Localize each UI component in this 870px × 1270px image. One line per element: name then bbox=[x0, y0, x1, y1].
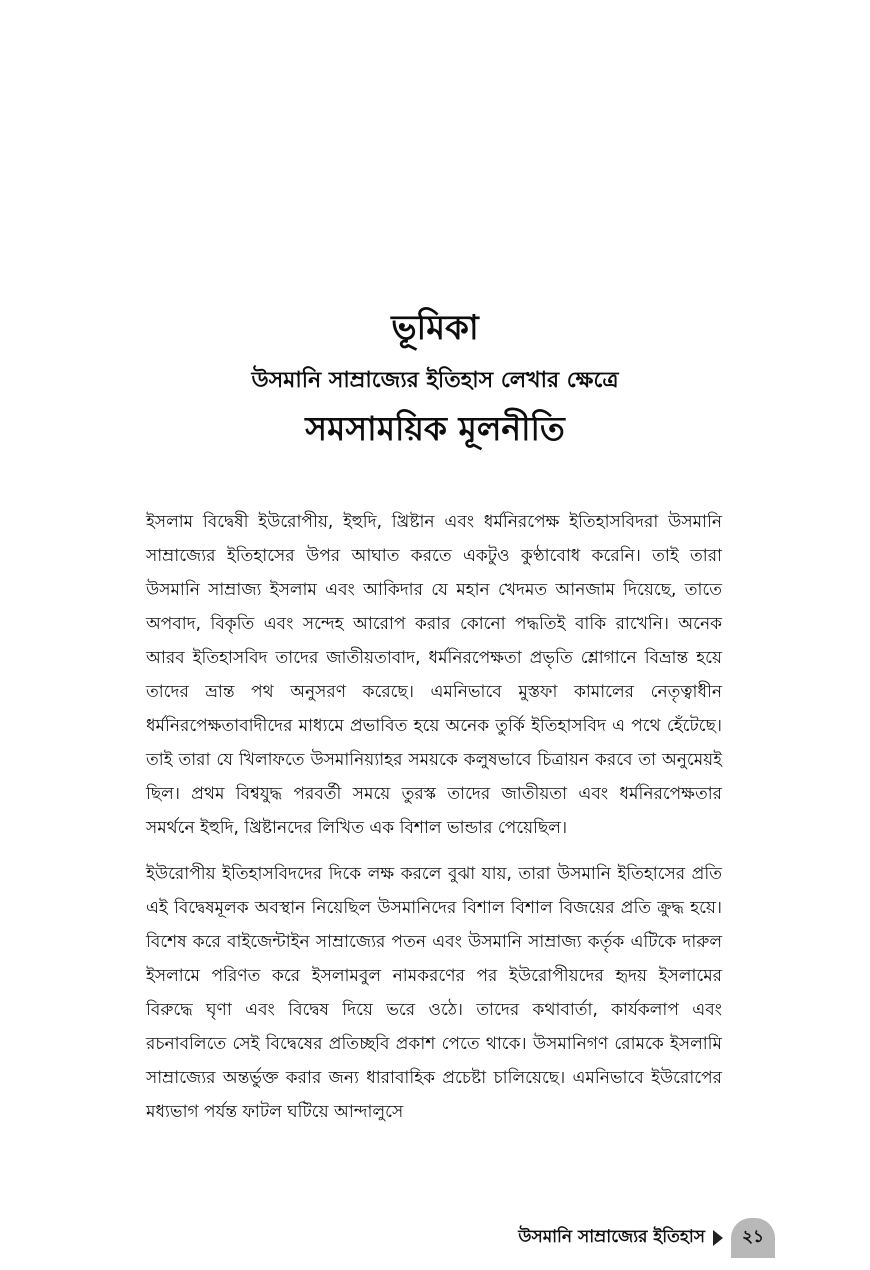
running-title: উসমানি সাম্রাজ্যের ইতিহাস bbox=[518, 1227, 705, 1247]
page-number: ২১ bbox=[741, 1227, 765, 1247]
chapter-subtitle: উসমানি সাম্রাজ্যের ইতিহাস লেখার ক্ষেত্রে bbox=[251, 368, 619, 393]
page-number-tab bbox=[731, 1218, 775, 1258]
chapter-title: ভূমিকা bbox=[391, 308, 479, 348]
page-footer bbox=[420, 1218, 775, 1258]
paragraph: ইউরোপীয় ইতিহাসবিদদের দিকে লক্ষ করলে বুঝা যায়, তারা উসমানি ইতিহাসের প্রতি এই বিদ্বেষমূলক অবস্থান নিয়েছিল উসমানিদের বিশাল বিশাল বিজয়ের প্রতি ক্রুদ্ধ হয়ে। বিশেষ করে বাইজেন্টাইন সাম্রাজ্যের পতন এবং উসমানি সাম্রাজ্য কর্তৃক এটিকে দারুল ইসলামে পরিণত করে ইসলামবুল নামকরণের পর ইউরোপীয়দের হৃদয় ইসলামের বিরুদ্ধে ঘৃণা এবং বিদ্বেষ দিয়ে ভরে ওঠে। তাদের কথাবার্তা, কার্যকলাপ এবং রচনাবলিতে সেই বিদ্বেষের প্রতিচ্ছবি প্রকাশ পেতে থাকে। উসমানিগণ রোমকে ইসলামি সাম্রাজ্যের অন্তর্ভুক্ত করার জন্য ধারাবাহিক প্রচেষ্টা চালিয়েছে। এমনিভাবে ইউরোপের মধ্যভাগ পর্যন্ত ফাটল ঘটিয়ে আন্দালুসে bbox=[146, 864, 722, 1122]
paragraph: ইসলাম বিদ্বেষী ইউরোপীয়, ইহুদি, খ্রিষ্টান এবং ধর্মনিরপেক্ষ ইতিহাসবিদরা উসমানি সাম্রাজ্যের ইতিহাসের উপর আঘাত করতে একটুও কুণ্ঠাবোধ করেনি। তাই তারা উসমানি সাম্রাজ্য ইসলাম এবং আকিদার যে মহান খেদমত আনজাম দিয়েছে, তাতে অপবাদ, বিকৃতি এবং সন্দেহ আরোপ করার কোনো পদ্ধতিই বাকি রাখেনি। অনেক আরব ইতিহাসবিদ তাদের জাতীয়তাবাদ, ধর্মনিরপেক্ষতা প্রভৃতি শ্লোগানে বিভ্রান্ত হয়ে তাদের ভ্রান্ত পথ অনুসরণ করেছে। এমনিভাবে মুস্তফা কামালের নেতৃত্বাধীন ধর্মনিরপেক্ষতাবাদীদের মাধ্যমে প্রভাবিত হয়ে অনেক তুর্কি ইতিহাসবিদ এ পথে হেঁটেছে। তাই তারা যে খিলাফতে উসমানিয়্যাহর সময়কে কলুষভাবে চিত্রায়ন করবে তা অনুমেয়ই ছিল। প্রথম বিশ্বযুদ্ধ পরবর্তী সময়ে তুরস্ক তাদের জাতীয়তা এবং ধর্মনিরপেক্ষতার সমর্থনে ইহুদি, খ্রিষ্টানদের লিখিত এক বিশাল ভান্ডার পেয়েছিল। bbox=[146, 512, 722, 838]
chapter-main-heading: সমসাময়িক মূলনীতি bbox=[305, 409, 565, 448]
triangle-right-icon bbox=[713, 1230, 723, 1246]
body-text bbox=[146, 505, 722, 1129]
